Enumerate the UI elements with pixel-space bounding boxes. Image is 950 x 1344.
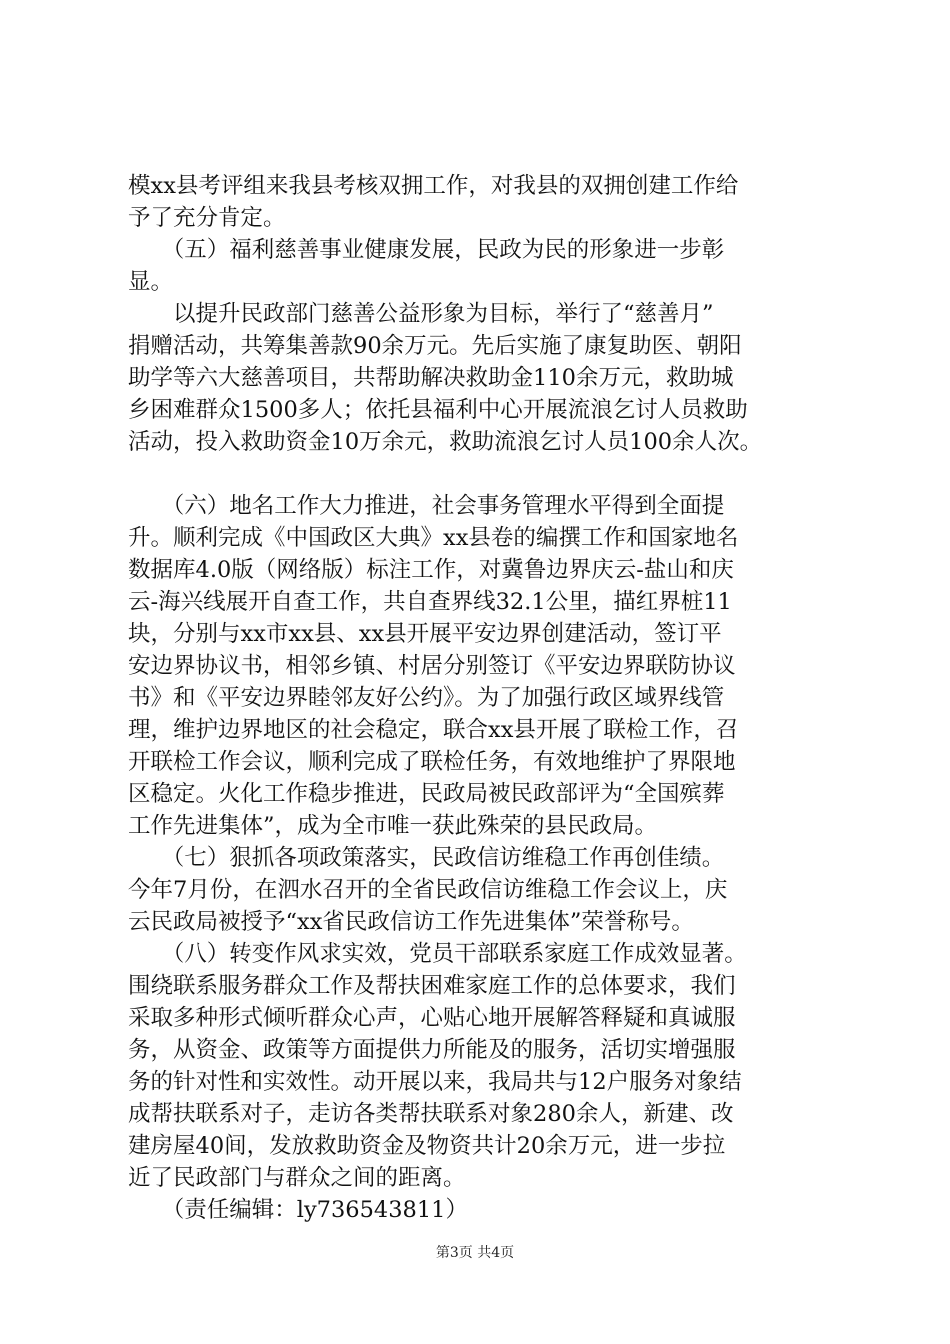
text-line: 理，维护边界地区的社会稳定，联合xx县开展了联检工作，召: [128, 717, 739, 743]
text-line: 助学等六大慈善项目，共帮助解决救助金110余万元，救助城: [128, 365, 734, 391]
section-heading-5: （五）福利慈善事业健康发展，民政为民的形象进一步彰: [128, 237, 725, 263]
text-line: 云-海兴线展开自查工作，共自查界线32.1公里，描红界桩11: [128, 589, 732, 615]
text-line: 升。顺利完成《中国政区大典》xx县卷的编撰工作和国家地名: [128, 525, 739, 551]
text-line: 围绕联系服务群众工作及帮扶困难家庭工作的总体要求，我们: [128, 973, 736, 999]
text-line: 模xx县考评组来我县考核双拥工作，对我县的双拥创建工作给: [128, 173, 739, 199]
text-line: 活动，投入救助资金10万余元，救助流浪乞讨人员100余人次。: [128, 429, 763, 455]
text-line: 安边界协议书，相邻乡镇、村居分别签订《平安边界联防协议: [128, 653, 736, 679]
text-line: 务的针对性和实效性。动开展以来，我局共与12户服务对象结: [128, 1069, 742, 1095]
text-line: 建房屋40间，发放救助资金及物资共计20余万元，进一步拉: [128, 1133, 726, 1159]
text-line: 成帮扶联系对子，走访各类帮扶联系对象280余人，新建、改: [128, 1101, 734, 1127]
section-heading-6: （六）地名工作大力推进，社会事务管理水平得到全面提: [128, 493, 725, 519]
text-line: 捐赠活动，共筹集善款90余万元。先后实施了康复助医、朝阳: [128, 333, 742, 359]
text-line: 区稳定。火化工作稳步推进，民政局被民政部评为“全国殡葬: [128, 781, 725, 807]
text-line: 务，从资金、政策等方面提供力所能及的服务，活切实增强服: [128, 1037, 736, 1063]
page-number: 第3页 共4页: [435, 1245, 515, 1261]
text-line: 块，分别与xx市xx县、xx县开展平安边界创建活动，签订平: [128, 621, 722, 647]
text-line: 予了充分肯定。: [128, 205, 286, 231]
editor-credit: （责任编辑：ly736543811）: [128, 1197, 468, 1223]
text-line: 乡困难群众1500多人；依托县福利中心开展流浪乞讨人员救助: [128, 397, 748, 423]
text-line: 今年7月份，在泗水召开的全省民政信访维稳工作会议上，庆: [128, 877, 728, 903]
text-line: 书》和《平安边界睦邻友好公约》。为了加强行政区域界线管: [128, 685, 725, 711]
page-footer: [0, 1244, 950, 1262]
text-line: 开联检工作会议，顺利完成了联检任务，有效地维护了界限地: [128, 749, 736, 775]
paragraph-gap: [128, 458, 828, 490]
document-body: [128, 170, 828, 1226]
text-line: 云民政局被授予“xx省民政信访工作先进集体”荣誉称号。: [128, 909, 694, 935]
text-line: 近了民政部门与群众之间的距离。: [128, 1165, 466, 1191]
text-line: 显。: [128, 269, 174, 295]
text-line: 以提升民政部门慈善公益形象为目标，举行了“慈善月”: [128, 301, 714, 327]
section-heading-8: （八）转变作风求实效，党员干部联系家庭工作成效显著。: [128, 941, 747, 967]
section-heading-7: （七）狠抓各项政策落实，民政信访维稳工作再创佳绩。: [128, 845, 725, 871]
text-line: 采取多种形式倾听群众心声，心贴心地开展解答释疑和真诚服: [128, 1005, 736, 1031]
text-line: 工作先进集体”，成为全市唯一获此殊荣的县民政局。: [128, 813, 658, 839]
text-line: 数据库4.0版（网络版）标注工作，对冀鲁边界庆云-盐山和庆: [128, 557, 734, 583]
